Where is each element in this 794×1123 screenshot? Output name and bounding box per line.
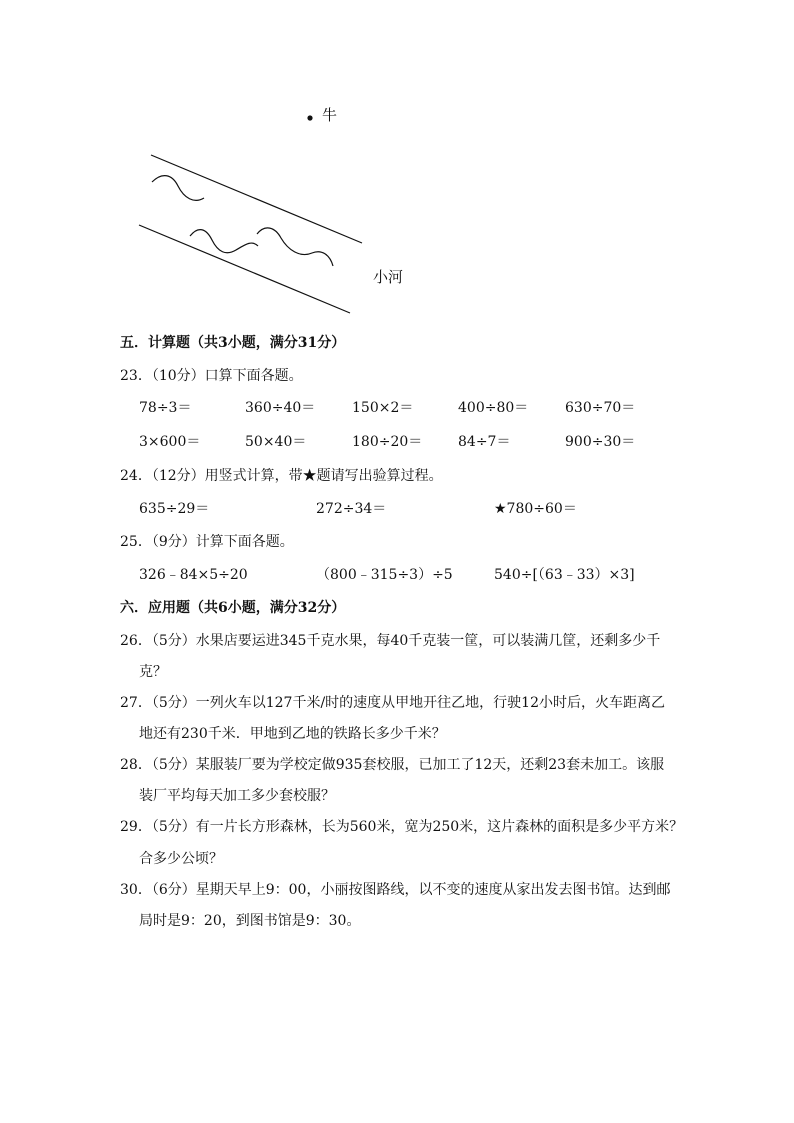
- q28-line1: 28．（5分）某服装厂要为学校定做935套校服，已加工了12天，还剩23套未加工。该服: [120, 757, 665, 773]
- river-label: 小河: [373, 268, 404, 286]
- q25-item-2: （800﹣315÷3）÷5: [316, 567, 453, 583]
- river-bank-upper: [151, 155, 362, 243]
- q27-line2: 地还有230千米．甲地到乙地的铁路长多少千米？: [139, 726, 446, 742]
- q24-title: 24．（12分）用竖式计算，带★题请写出验算过程。: [120, 468, 443, 484]
- q24-item-1: 635÷29＝: [139, 501, 210, 517]
- section6-heading: 六．应用题（共6小题，满分32分）: [120, 600, 346, 616]
- q23-r1-c3: 150×2＝: [352, 400, 414, 416]
- q28-line2: 装厂平均每天加工多少套校服？: [139, 788, 335, 804]
- q23-r2-c4: 84÷7＝: [458, 434, 511, 450]
- q25-item-3: 540÷[（63﹣33）×3]: [494, 567, 635, 583]
- q24-item-3: ★780÷60＝: [494, 501, 577, 517]
- cow-point: [307, 115, 312, 120]
- q25-item-1: 326﹣84×5÷20: [139, 567, 248, 583]
- river-wave-1: [152, 176, 204, 201]
- river-wave-2: [190, 230, 258, 253]
- q27-line1: 27．（5分）一列火车以127千米/时的速度从甲地开往乙地，行驶12小时后，火车距离乙: [120, 695, 665, 711]
- q29-line1: 29．（5分）有一片长方形森林，长为560米，宽为250米，这片森林的面积是多少平方米？: [120, 819, 684, 835]
- river-bank-lower: [139, 225, 350, 313]
- q23-r1-c4: 400÷80＝: [458, 400, 529, 416]
- q24-item-2: 272÷34＝: [316, 501, 387, 517]
- q23-r2-c1: 3×600＝: [139, 434, 201, 450]
- q23-r1-c1: 78÷3＝: [139, 400, 192, 416]
- cow-label: 牛: [322, 106, 338, 124]
- section5-heading: 五．计算题（共3小题，满分31分）: [120, 335, 346, 351]
- q26-line1: 26．（5分）水果店要运进345千克水果，每40千克装一筐，可以装满几筐，还剩多少千: [120, 633, 661, 649]
- q23-r2-c5: 900÷30＝: [565, 434, 636, 450]
- q23-r2-c2: 50×40＝: [245, 434, 307, 450]
- q23-title: 23．（10分）口算下面各题。: [120, 368, 303, 384]
- q30-line2: 局时是9：20，到图书馆是9：30。: [139, 913, 361, 929]
- q26-line2: 克？: [139, 664, 167, 680]
- q25-title: 25．（9分）计算下面各题。: [120, 534, 294, 550]
- q30-line1: 30．（6分）星期天早上9：00，小丽按图路线，以不变的速度从家出发去图书馆。达到邮: [120, 882, 671, 898]
- q23-r2-c3: 180÷20＝: [352, 434, 423, 450]
- river-figure: [0, 0, 794, 340]
- q29-line2: 合多少公顷？: [139, 851, 223, 867]
- q23-r1-c5: 630÷70＝: [565, 400, 636, 416]
- q23-r1-c2: 360÷40＝: [245, 400, 316, 416]
- river-wave-3: [257, 228, 333, 266]
